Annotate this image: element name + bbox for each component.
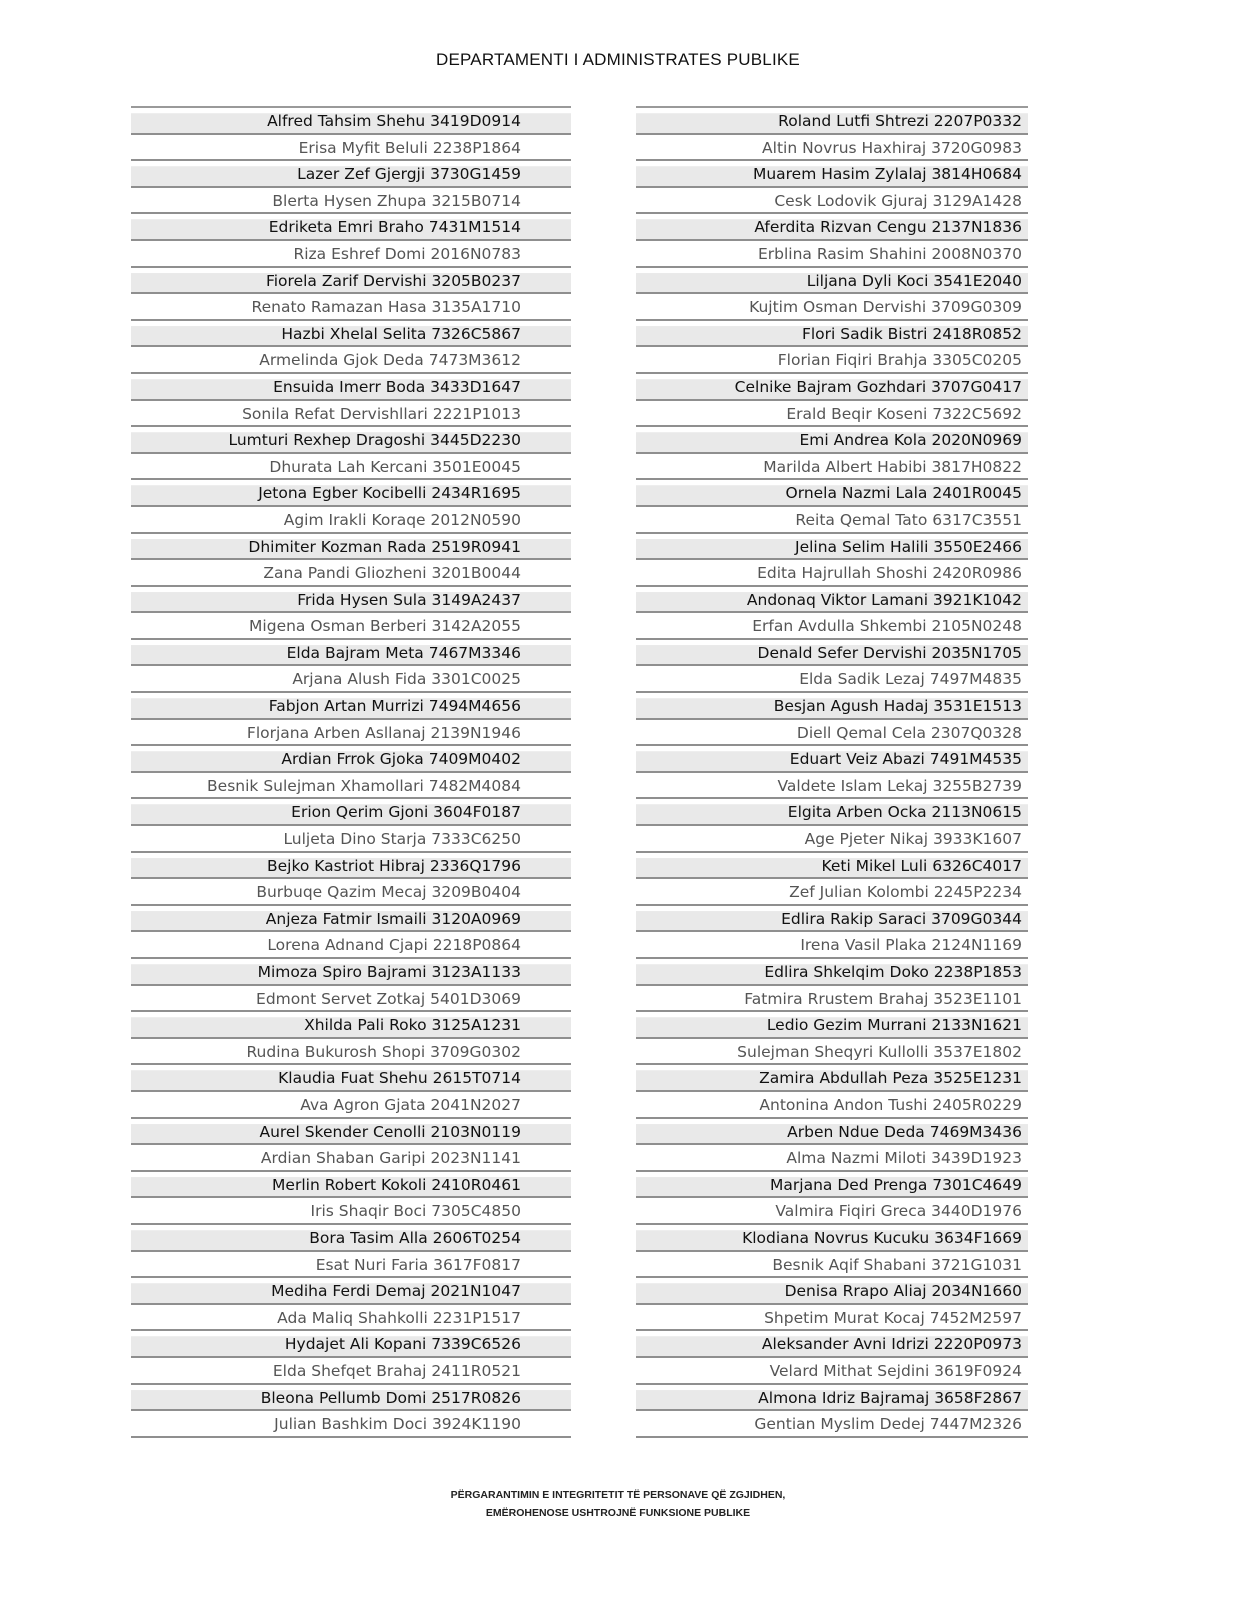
list-item: Lorena Adnand Cjapi 2218P0864 (131, 932, 571, 959)
list-item: Klaudia Fuat Shehu 2615T0714 (131, 1065, 571, 1092)
list-item: Edlira Shkelqim Doko 2238P1853 (636, 959, 1028, 986)
list-item: Mediha Ferdi Demaj 2021N1047 (131, 1278, 571, 1305)
left-name-list (131, 106, 571, 1438)
list-item: Alfred Tahsim Shehu 3419D0914 (131, 108, 571, 135)
list-item: Besjan Agush Hadaj 3531E1513 (636, 693, 1028, 720)
list-item: Antonina Andon Tushi 2405R0229 (636, 1092, 1028, 1119)
footer-line-1: PËRGARANTIMIN E INTEGRITETIT TË PERSONAVE QË ZGJIDHEN, (450, 1489, 786, 1501)
list-item: Valmira Fiqiri Greca 3440D1976 (636, 1198, 1028, 1225)
list-item: Arben Ndue Deda 7469M3436 (636, 1119, 1028, 1146)
list-item: Emi Andrea Kola 2020N0969 (636, 427, 1028, 454)
list-item: Xhilda Pali Roko 3125A1231 (131, 1012, 571, 1039)
list-item: Merlin Robert Kokoli 2410R0461 (131, 1172, 571, 1199)
list-item: Jelina Selim Halili 3550E2466 (636, 534, 1028, 561)
list-item: Altin Novrus Haxhiraj 3720G0983 (636, 135, 1028, 162)
list-item: Agim Irakli Koraqe 2012N0590 (131, 507, 571, 534)
list-item: Erisa Myfit Beluli 2238P1864 (131, 135, 571, 162)
list-item: Alma Nazmi Miloti 3439D1923 (636, 1145, 1028, 1172)
list-item: Esat Nuri Faria 3617F0817 (131, 1252, 571, 1279)
list-item: Erion Qerim Gjoni 3604F0187 (131, 799, 571, 826)
list-item: Blerta Hysen Zhupa 3215B0714 (131, 188, 571, 215)
list-item: Burbuqe Qazim Mecaj 3209B0404 (131, 879, 571, 906)
list-item: Dhurata Lah Kercani 3501E0045 (131, 454, 571, 481)
list-item: Edriketa Emri Braho 7431M1514 (131, 214, 571, 241)
list-item: Celnike Bajram Gozhdari 3707G0417 (636, 374, 1028, 401)
list-item: Shpetim Murat Kocaj 7452M2597 (636, 1305, 1028, 1332)
list-item: Velard Mithat Sejdini 3619F0924 (636, 1358, 1028, 1385)
list-item: Eduart Veiz Abazi 7491M4535 (636, 746, 1028, 773)
list-item: Elda Bajram Meta 7467M3346 (131, 640, 571, 667)
list-item: Mimoza Spiro Bajrami 3123A1133 (131, 959, 571, 986)
list-item: Erald Beqir Koseni 7322C5692 (636, 401, 1028, 428)
list-item: Denisa Rrapo Aliaj 2034N1660 (636, 1278, 1028, 1305)
list-item: Irena Vasil Plaka 2124N1169 (636, 932, 1028, 959)
list-item: Sulejman Sheqyri Kullolli 3537E1802 (636, 1039, 1028, 1066)
list-item: Keti Mikel Luli 6326C4017 (636, 853, 1028, 880)
list-item: Fiorela Zarif Dervishi 3205B0237 (131, 268, 571, 295)
list-item: Flori Sadik Bistri 2418R0852 (636, 321, 1028, 348)
list-item: Lazer Zef Gjergji 3730G1459 (131, 161, 571, 188)
list-item: Liljana Dyli Koci 3541E2040 (636, 268, 1028, 295)
list-item: Almona Idriz Bajramaj 3658F2867 (636, 1385, 1028, 1412)
list-item: Florian Fiqiri Brahja 3305C0205 (636, 347, 1028, 374)
list-item: Klodiana Novrus Kucuku 3634F1669 (636, 1225, 1028, 1252)
list-item: Arjana Alush Fida 3301C0025 (131, 666, 571, 693)
list-item: Ornela Nazmi Lala 2401R0045 (636, 480, 1028, 507)
list-item: Edita Hajrullah Shoshi 2420R0986 (636, 560, 1028, 587)
list-item: Ledio Gezim Murrani 2133N1621 (636, 1012, 1028, 1039)
list-item: Hydajet Ali Kopani 7339C6526 (131, 1331, 571, 1358)
list-item: Luljeta Dino Starja 7333C6250 (131, 826, 571, 853)
list-item: Dhimiter Kozman Rada 2519R0941 (131, 534, 571, 561)
list-item: Andonaq Viktor Lamani 3921K1042 (636, 587, 1028, 614)
list-item: Bleona Pellumb Domi 2517R0826 (131, 1385, 571, 1412)
list-item: Diell Qemal Cela 2307Q0328 (636, 720, 1028, 747)
list-item: Ensuida Imerr Boda 3433D1647 (131, 374, 571, 401)
list-item: Elda Shefqet Brahaj 2411R0521 (131, 1358, 571, 1385)
list-item: Frida Hysen Sula 3149A2437 (131, 587, 571, 614)
list-item: Marjana Ded Prenga 7301C4649 (636, 1172, 1028, 1199)
list-item: Ada Maliq Shahkolli 2231P1517 (131, 1305, 571, 1332)
list-item: Edlira Rakip Saraci 3709G0344 (636, 906, 1028, 933)
list-item: Ardian Shaban Garipi 2023N1141 (131, 1145, 571, 1172)
list-item: Kujtim Osman Dervishi 3709G0309 (636, 294, 1028, 321)
list-item: Roland Lutfi Shtrezi 2207P0332 (636, 108, 1028, 135)
list-item: Jetona Egber Kocibelli 2434R1695 (131, 480, 571, 507)
list-item: Ava Agron Gjata 2041N2027 (131, 1092, 571, 1119)
list-item: Zamira Abdullah Peza 3525E1231 (636, 1065, 1028, 1092)
list-item: Armelinda Gjok Deda 7473M3612 (131, 347, 571, 374)
page-title: DEPARTAMENTI I ADMINISTRATES PUBLIKE (436, 50, 800, 69)
page-footer (0, 1486, 1236, 1522)
list-item: Elgita Arben Ocka 2113N0615 (636, 799, 1028, 826)
list-item: Iris Shaqir Boci 7305C4850 (131, 1198, 571, 1225)
list-item: Fabjon Artan Murrizi 7494M4656 (131, 693, 571, 720)
list-item: Rudina Bukurosh Shopi 3709G0302 (131, 1039, 571, 1066)
list-item: Erblina Rasim Shahini 2008N0370 (636, 241, 1028, 268)
list-item: Edmont Servet Zotkaj 5401D3069 (131, 986, 571, 1013)
list-item: Valdete Islam Lekaj 3255B2739 (636, 773, 1028, 800)
list-item: Muarem Hasim Zylalaj 3814H0684 (636, 161, 1028, 188)
list-item: Aleksander Avni Idrizi 2220P0973 (636, 1331, 1028, 1358)
list-item: Zana Pandi Gliozheni 3201B0044 (131, 560, 571, 587)
list-item: Julian Bashkim Doci 3924K1190 (131, 1411, 571, 1438)
list-item: Zef Julian Kolombi 2245P2234 (636, 879, 1028, 906)
list-item: Anjeza Fatmir Ismaili 3120A0969 (131, 906, 571, 933)
list-item: Florjana Arben Asllanaj 2139N1946 (131, 720, 571, 747)
list-item: Denald Sefer Dervishi 2035N1705 (636, 640, 1028, 667)
list-item: Marilda Albert Habibi 3817H0822 (636, 454, 1028, 481)
list-item: Bora Tasim Alla 2606T0254 (131, 1225, 571, 1252)
list-item: Riza Eshref Domi 2016N0783 (131, 241, 571, 268)
list-item: Ardian Frrok Gjoka 7409M0402 (131, 746, 571, 773)
list-item: Aurel Skender Cenolli 2103N0119 (131, 1119, 571, 1146)
list-item: Age Pjeter Nikaj 3933K1607 (636, 826, 1028, 853)
list-item: Bejko Kastriot Hibraj 2336Q1796 (131, 853, 571, 880)
list-item: Elda Sadik Lezaj 7497M4835 (636, 666, 1028, 693)
list-item: Lumturi Rexhep Dragoshi 3445D2230 (131, 427, 571, 454)
list-item: Hazbi Xhelal Selita 7326C5867 (131, 321, 571, 348)
list-item: Fatmira Rrustem Brahaj 3523E1101 (636, 986, 1028, 1013)
list-item: Sonila Refat Dervishllari 2221P1013 (131, 401, 571, 428)
list-item: Aferdita Rizvan Cengu 2137N1836 (636, 214, 1028, 241)
list-item: Besnik Sulejman Xhamollari 7482M4084 (131, 773, 571, 800)
footer-line-2: EMËROHENOSE USHTROJNË FUNKSIONE PUBLIKE (485, 1507, 751, 1519)
list-item: Reita Qemal Tato 6317C3551 (636, 507, 1028, 534)
list-item: Renato Ramazan Hasa 3135A1710 (131, 294, 571, 321)
list-item: Besnik Aqif Shabani 3721G1031 (636, 1252, 1028, 1279)
right-name-list (636, 106, 1028, 1438)
list-item: Cesk Lodovik Gjuraj 3129A1428 (636, 188, 1028, 215)
list-item: Migena Osman Berberi 3142A2055 (131, 613, 571, 640)
list-item: Erfan Avdulla Shkembi 2105N0248 (636, 613, 1028, 640)
list-item: Gentian Myslim Dedej 7447M2326 (636, 1411, 1028, 1438)
